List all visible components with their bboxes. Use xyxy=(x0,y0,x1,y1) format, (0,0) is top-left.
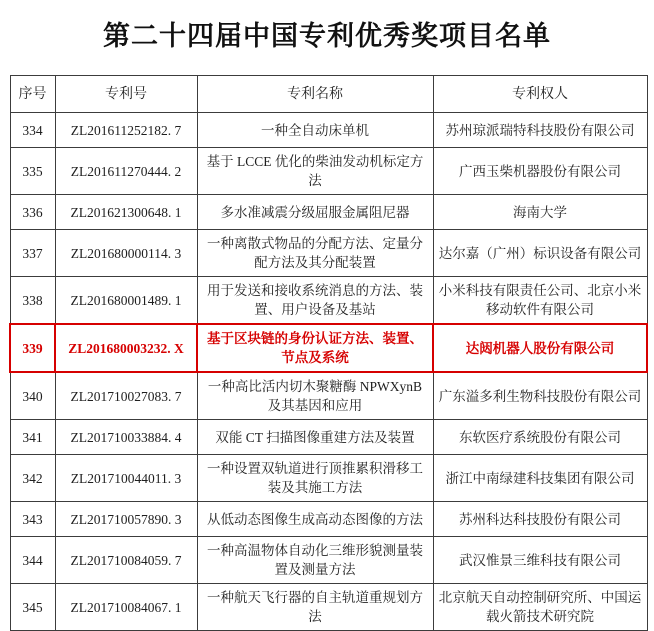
serial-number-cell: 339 xyxy=(10,324,55,372)
header-serial-number: 序号 xyxy=(10,76,55,113)
table-row xyxy=(10,113,647,148)
patentee-cell: 北京航天自动控制研究所、中国运载火箭技术研究院 xyxy=(433,584,647,631)
table-row xyxy=(10,277,647,325)
patentee-cell: 小米科技有限责任公司、北京小米移动软件有限公司 xyxy=(433,277,647,325)
serial-number-cell: 342 xyxy=(10,455,55,502)
patent-number-cell: ZL201710084059. 7 xyxy=(55,537,197,584)
serial-number-cell: 338 xyxy=(10,277,55,325)
serial-number-cell: 335 xyxy=(10,148,55,195)
patent-number-cell: ZL201611270444. 2 xyxy=(55,148,197,195)
patent-name-cell: 一种高比活内切木聚糖酶 NPWXynB 及其基因和应用 xyxy=(197,372,433,420)
patentee-cell: 海南大学 xyxy=(433,195,647,230)
patent-number-cell: ZL201680003232. X xyxy=(55,324,197,372)
patent-name-cell: 一种高温物体自动化三维形貌测量装置及测量方法 xyxy=(197,537,433,584)
patentee-cell: 东软医疗系统股份有限公司 xyxy=(433,420,647,455)
serial-number-cell: 337 xyxy=(10,230,55,277)
patentee-cell: 达尔嘉（广州）标识设备有限公司 xyxy=(433,230,647,277)
table-row xyxy=(10,502,647,537)
patent-number-cell: ZL201710044011. 3 xyxy=(55,455,197,502)
serial-number-cell: 344 xyxy=(10,537,55,584)
serial-number-cell: 341 xyxy=(10,420,55,455)
serial-number-cell: 334 xyxy=(10,113,55,148)
patentee-cell: 苏州琼派瑞特科技股份有限公司 xyxy=(433,113,647,148)
patentee-cell: 广西玉柴机器股份有限公司 xyxy=(433,148,647,195)
table-row xyxy=(10,195,647,230)
patentee-cell: 达闼机器人股份有限公司 xyxy=(433,324,647,372)
patent-number-cell: ZL201710033884. 4 xyxy=(55,420,197,455)
patent-name-cell: 一种航天飞行器的自主轨道重规划方法 xyxy=(197,584,433,631)
patent-award-table xyxy=(9,75,648,631)
patent-number-cell: ZL201680000114. 3 xyxy=(55,230,197,277)
patentee-cell: 武汉惟景三维科技有限公司 xyxy=(433,537,647,584)
patent-name-cell: 多水准减震分级屈服金属阻尼器 xyxy=(197,195,433,230)
header-patent-number: 专利号 xyxy=(55,76,197,113)
patent-number-cell: ZL201611252182. 7 xyxy=(55,113,197,148)
table-row xyxy=(10,230,647,277)
patent-name-cell: 一种设置双轨道进行顶推累积滑移工装及其施工方法 xyxy=(197,455,433,502)
patent-name-cell: 从低动态图像生成高动态图像的方法 xyxy=(197,502,433,537)
patent-number-cell: ZL201710057890. 3 xyxy=(55,502,197,537)
patent-name-cell: 基于 LCCE 优化的柴油发动机标定方法 xyxy=(197,148,433,195)
patent-number-cell: ZL201710027083. 7 xyxy=(55,372,197,420)
patent-name-cell: 用于发送和接收系统消息的方法、装置、用户设备及基站 xyxy=(197,277,433,325)
serial-number-cell: 343 xyxy=(10,502,55,537)
serial-number-cell: 345 xyxy=(10,584,55,631)
table-row xyxy=(10,455,647,502)
table-row-highlighted xyxy=(10,324,647,372)
table-row xyxy=(10,420,647,455)
patentee-cell: 广东溢多利生物科技股份有限公司 xyxy=(433,372,647,420)
patent-name-cell: 双能 CT 扫描图像重建方法及装置 xyxy=(197,420,433,455)
table-row xyxy=(10,372,647,420)
table-row xyxy=(10,537,647,584)
table-row xyxy=(10,148,647,195)
patent-number-cell: ZL201710084067. 1 xyxy=(55,584,197,631)
patentee-cell: 苏州科达科技股份有限公司 xyxy=(433,502,647,537)
patent-name-cell: 基于区块链的身份认证方法、装置、节点及系统 xyxy=(197,324,433,372)
patent-number-cell: ZL201680001489. 1 xyxy=(55,277,197,325)
serial-number-cell: 340 xyxy=(10,372,55,420)
header-patent-name: 专利名称 xyxy=(197,76,433,113)
table-row xyxy=(10,584,647,631)
header-patentee: 专利权人 xyxy=(433,76,647,113)
serial-number-cell: 336 xyxy=(10,195,55,230)
patentee-cell: 浙江中南绿建科技集团有限公司 xyxy=(433,455,647,502)
patent-name-cell: 一种全自动床单机 xyxy=(197,113,433,148)
table-header-row xyxy=(10,76,647,113)
patent-name-cell: 一种离散式物品的分配方法、定量分配方法及其分配装置 xyxy=(197,230,433,277)
page-title: 第二十四届中国专利优秀奖项目名单 xyxy=(103,21,551,51)
patent-number-cell: ZL201621300648. 1 xyxy=(55,195,197,230)
